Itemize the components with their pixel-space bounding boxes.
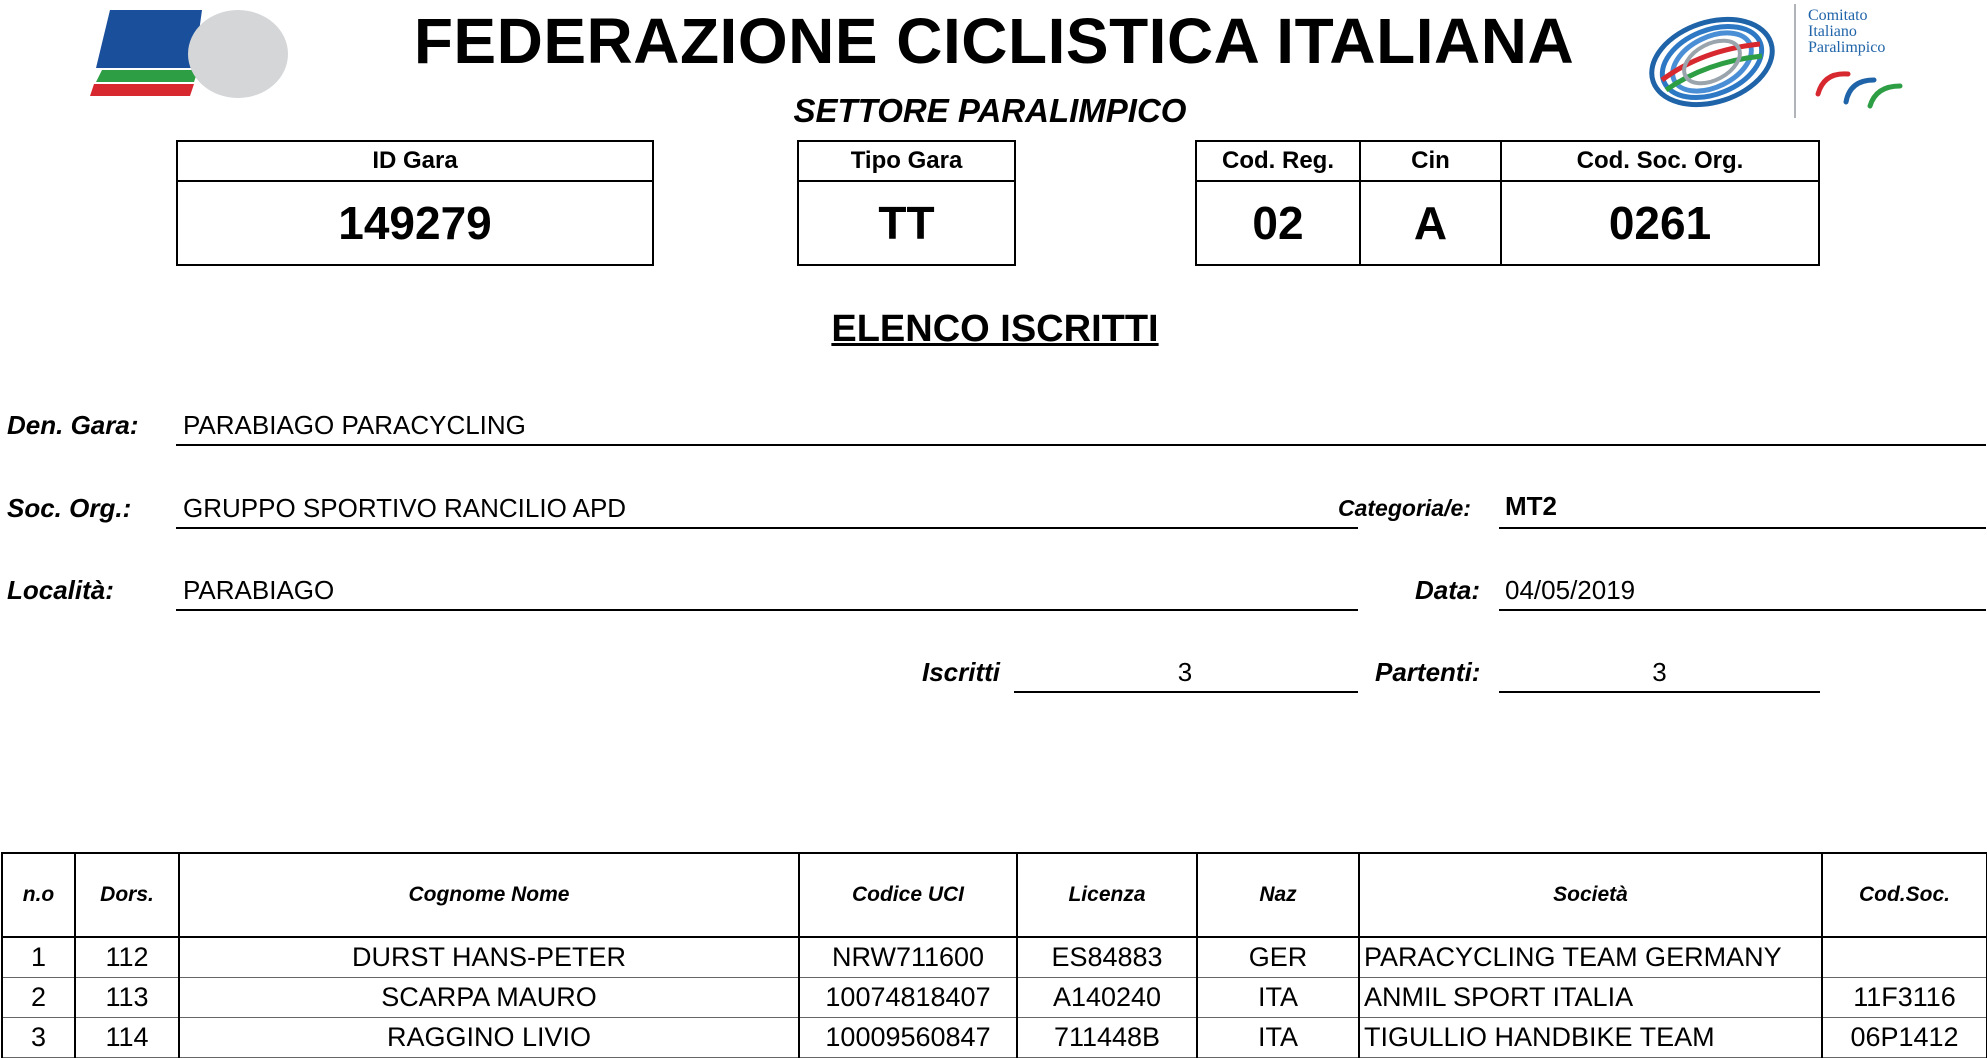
cip-logo-line-2: Italiano bbox=[1808, 23, 1857, 40]
cell-cod-soc bbox=[1822, 937, 1987, 978]
data-value: 04/05/2019 bbox=[1505, 575, 1636, 605]
entries-table bbox=[1, 852, 1987, 1058]
cell-dors: 114 bbox=[75, 1018, 179, 1058]
page-subtitle: SETTORE PARALIMPICO bbox=[793, 92, 1187, 129]
section-title: ELENCO ISCRITTI bbox=[831, 308, 1159, 350]
localita-value: PARABIAGO bbox=[183, 575, 335, 605]
tipo-gara-label: Tipo Gara bbox=[799, 142, 1014, 181]
categoria-underline bbox=[1499, 527, 1986, 529]
id-gara-box bbox=[176, 140, 654, 266]
id-gara-label: ID Gara bbox=[178, 142, 652, 181]
soc-org-label: Soc. Org.: bbox=[7, 493, 132, 523]
cell-cod-soc: 06P1412 bbox=[1822, 1018, 1987, 1058]
soc-org-value: GRUPPO SPORTIVO RANCILIO APD bbox=[183, 493, 627, 523]
soc-org-underline bbox=[176, 527, 1358, 529]
den-gara-underline bbox=[176, 444, 1986, 446]
cell-codice-uci: 10074818407 bbox=[799, 978, 1017, 1018]
fci-logo-wheel bbox=[188, 10, 288, 98]
cell-licenza: A140240 bbox=[1017, 978, 1197, 1018]
col-header-dors: Dors. bbox=[75, 853, 179, 937]
tipo-gara-box bbox=[797, 140, 1016, 266]
paralympic-agitos-icon bbox=[1808, 64, 1908, 114]
cod-soc-org-value: 0261 bbox=[1501, 181, 1818, 264]
cell-licenza: ES84883 bbox=[1017, 937, 1197, 978]
cell-no: 1 bbox=[2, 937, 75, 978]
col-header-licenza: Licenza bbox=[1017, 853, 1197, 937]
cell-societa: PARACYCLING TEAM GERMANY bbox=[1359, 937, 1822, 978]
den-gara-value: PARABIAGO PARACYCLING bbox=[183, 410, 526, 440]
id-gara-value: 149279 bbox=[178, 181, 652, 264]
localita-underline bbox=[176, 609, 1358, 611]
cell-societa: TIGULLIO HANDBIKE TEAM bbox=[1359, 1018, 1822, 1058]
partenti-underline bbox=[1499, 691, 1820, 693]
cod-soc-org-label: Cod. Soc. Org. bbox=[1501, 142, 1818, 181]
cell-dors: 112 bbox=[75, 937, 179, 978]
cell-naz: ITA bbox=[1197, 978, 1359, 1018]
cod-reg-value: 02 bbox=[1197, 181, 1360, 264]
cip-logo-divider bbox=[1794, 4, 1796, 118]
col-header-codice-uci: Codice UCI bbox=[799, 853, 1017, 937]
iscritti-value: 3 bbox=[1177, 657, 1193, 687]
data-label: Data: bbox=[1415, 575, 1481, 605]
cell-name: RAGGINO LIVIO bbox=[179, 1018, 799, 1058]
col-header-cognome-nome: Cognome Nome bbox=[179, 853, 799, 937]
cip-logo-swirl bbox=[1642, 10, 1792, 108]
cin-label: Cin bbox=[1360, 142, 1501, 181]
cip-logo-text bbox=[1808, 8, 1885, 56]
cell-no: 2 bbox=[2, 978, 75, 1018]
table-row bbox=[2, 937, 1987, 978]
cell-name: SCARPA MAURO bbox=[179, 978, 799, 1018]
cell-codice-uci: NRW711600 bbox=[799, 937, 1017, 978]
cell-societa: ANMIL SPORT ITALIA bbox=[1359, 978, 1822, 1018]
table-row bbox=[2, 1018, 1987, 1058]
partenti-label: Partenti: bbox=[1375, 657, 1481, 687]
col-header-cod-soc: Cod.Soc. bbox=[1822, 853, 1987, 937]
table-header-row bbox=[2, 853, 1987, 937]
col-header-societa: Società bbox=[1359, 853, 1822, 937]
cip-logo-line-1: Comitato bbox=[1808, 7, 1868, 24]
cell-naz: GER bbox=[1197, 937, 1359, 978]
fci-logo-blue-band bbox=[96, 10, 202, 68]
col-header-no: n.o bbox=[2, 853, 75, 937]
cell-codice-uci: 10009560847 bbox=[799, 1018, 1017, 1058]
fci-logo-green-band bbox=[96, 70, 198, 82]
page-title: FEDERAZIONE CICLISTICA ITALIANA bbox=[413, 5, 1575, 77]
fci-logo-red-band bbox=[90, 84, 194, 96]
cip-logo-line-3: Paralimpico bbox=[1808, 39, 1886, 56]
cell-naz: ITA bbox=[1197, 1018, 1359, 1058]
categoria-value: MT2 bbox=[1505, 491, 1557, 521]
iscritti-label: Iscritti bbox=[922, 657, 1001, 687]
cell-licenza: 711448B bbox=[1017, 1018, 1197, 1058]
cell-cod-soc: 11F3116 bbox=[1822, 978, 1987, 1018]
table-row bbox=[2, 978, 1987, 1018]
localita-label: Località: bbox=[7, 575, 114, 605]
col-header-naz: Naz bbox=[1197, 853, 1359, 937]
categoria-label: Categoria/e: bbox=[1338, 495, 1471, 521]
iscritti-underline bbox=[1014, 691, 1358, 693]
cell-dors: 113 bbox=[75, 978, 179, 1018]
partenti-value: 3 bbox=[1652, 657, 1667, 687]
cell-no: 3 bbox=[2, 1018, 75, 1058]
registration-codes-box bbox=[1195, 140, 1820, 266]
den-gara-label: Den. Gara: bbox=[7, 410, 139, 440]
cell-name: DURST HANS-PETER bbox=[179, 937, 799, 978]
cin-value: A bbox=[1360, 181, 1501, 264]
data-underline bbox=[1499, 609, 1986, 611]
fci-logo bbox=[90, 8, 290, 100]
tipo-gara-value: TT bbox=[799, 181, 1014, 264]
cod-reg-label: Cod. Reg. bbox=[1197, 142, 1360, 181]
cip-logo bbox=[1642, 2, 1922, 120]
